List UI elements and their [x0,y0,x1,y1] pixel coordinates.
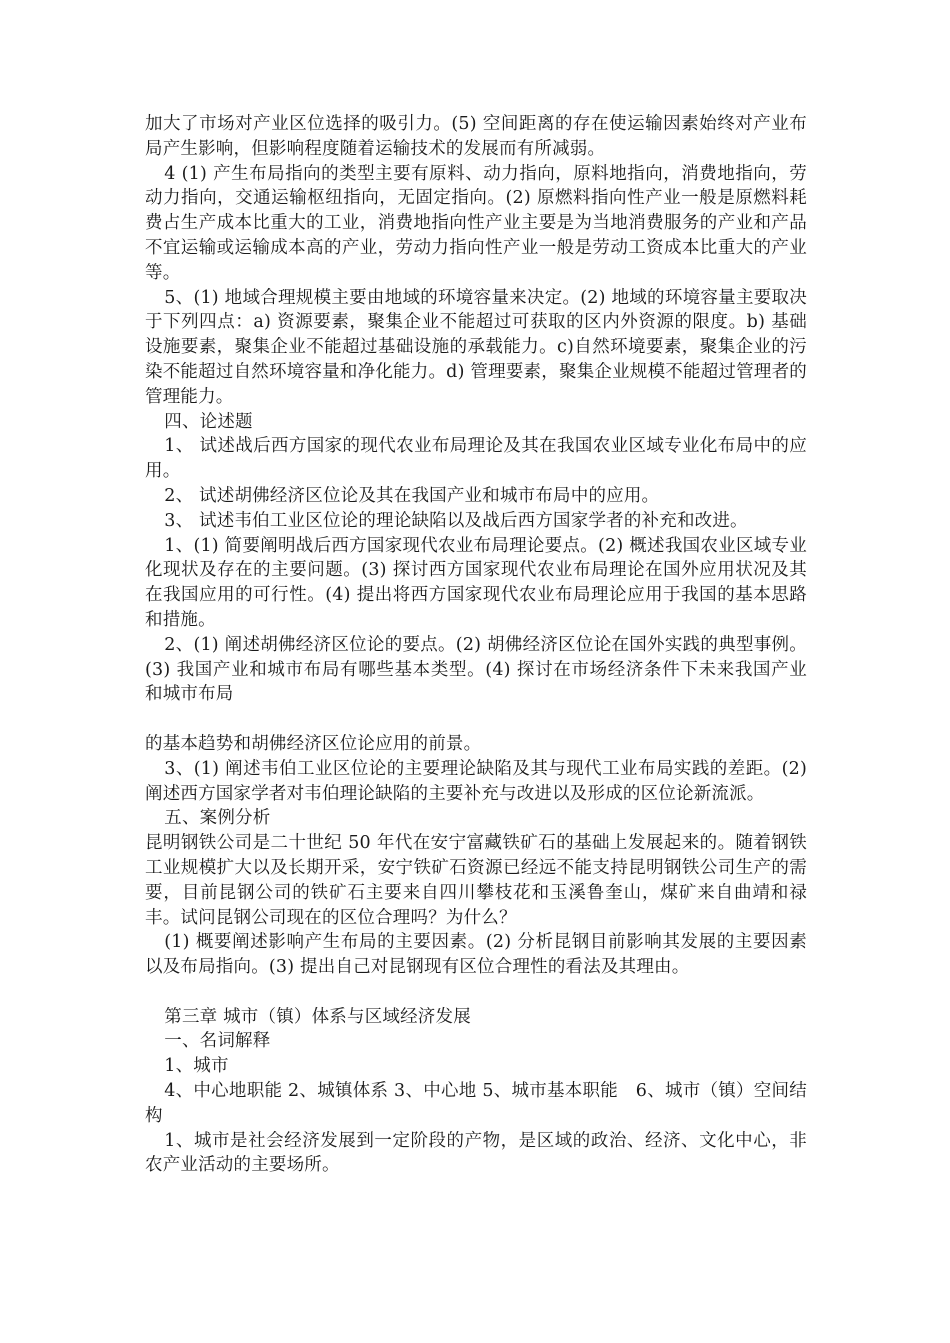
question-1: 1、 试述战后西方国家的现代农业布局理论及其在我国农业区域专业化布局中的应用。 [145,436,807,482]
answer-3: 3、(1) 阐述韦伯工业区位论的主要理论缺陷及其与现代工业布局实践的差距。(2) 阐述西方国家学者对韦伯理论缺陷的主要补充与改进以及形成的区位论新流派。 [145,758,807,804]
question-2: 2、 试述胡佛经济区位论及其在我国产业和城市布局中的应用。 [164,485,660,506]
section-heading-discussion: 四、论述题 [164,411,253,432]
term-1-definition: 1、城市是社会经济发展到一定阶段的产物，是区域的政治、经济、文化中心，非农产业活动的主要场所。 [145,1130,807,1176]
paragraph-3: 5、(1) 地域合理规模主要由地域的环境容量来决定。(2) 地域的环境容量主要取决于下列四点：a) 资源要素，聚集企业不能超过可获取的区内外资源的限度。b) 基础设施要素，聚集企业不能超过基础设施的承载能力。c)自然环境要素，聚集企业的污染不能超过自然环境容量和净化能力。d) 管理要素，聚集企业规模不能超过管理者的管理能力。 [145,287,807,407]
section-heading-case: 五、案例分析 [164,808,271,829]
answer-2: 2、(1) 阐述胡佛经济区位论的要点。(2) 胡佛经济区位论在国外实践的典型事例。(3) 我国产业和城市布局有哪些基本类型。(4) 探讨在市场经济条件下未来我国产业和城市布局 [145,634,807,705]
paragraph-2: 4 (1) 产生布局指向的类型主要有原料、动力指向，原料地指向，消费地指向，劳动力指向，交通运输枢纽指向，无固定指向。(2) 原燃料指向性产业一般是原燃料耗费占生产成本比重大的工业，消费地指向性产业主要是为当地消费服务的产业和产品不宜运输或运输成本高的产业，劳动力指向性产业一般是劳动工资成本比重大的产业等。 [145,163,807,283]
case-description: 昆明钢铁公司是二十世纪 50 年代在安宁富藏铁矿石的基础上发展起来的。随着钢铁工业规模扩大以及长期开采，安宁铁矿石资源已经远不能支持昆明钢铁公司生产的需要，目前昆钢公司的铁矿石主要来自四川攀枝花和玉溪鲁奎山，煤矿来自曲靖和禄丰。试问昆钢公司现在的区位合理吗？为什么？ [145,833,807,928]
term-list: 4、中心地职能 2、城镇体系 3、中心地 5、城市基本职能 6、城市（镇）空间结构 [145,1081,807,1126]
term-1: 1、城市 [164,1056,229,1077]
answer-2-continued: 的基本趋势和胡佛经济区位论应用的前景。 [145,733,482,754]
answer-1: 1、(1) 简要阐明战后西方国家现代农业布局理论要点。(2) 概述我国农业区域专业化现状及存在的主要问题。(3) 探讨西方国家现代农业布局理论在国外应用状况及其在我国应用的可行性。(4) 提出将西方国家现代农业布局理论应用于我国的基本思路和措施。 [145,535,807,630]
case-answer: (1) 概要阐述影响产生布局的主要因素。(2) 分析昆钢目前影响其发展的主要因素以及布局指向。(3) 提出自己对昆钢现有区位合理性的看法及其理由。 [145,932,807,978]
section-heading-terms: 一、名词解释 [164,1031,271,1052]
blank-line-2 [145,980,807,1005]
chapter-title: 第三章 城市（镇）体系与区域经济发展 [164,1006,471,1027]
question-3: 3、 试述韦伯工业区位论的理论缺陷以及战后西方国家学者的补充和改进。 [164,510,748,531]
blank-line [145,707,807,732]
paragraph-1: 加大了市场对产业区位选择的吸引力。(5) 空间距离的存在使运输因素始终对产业布局产生影响，但影响程度随着运输技术的发展而有所减弱。 [145,114,807,159]
document-body [145,112,807,1178]
